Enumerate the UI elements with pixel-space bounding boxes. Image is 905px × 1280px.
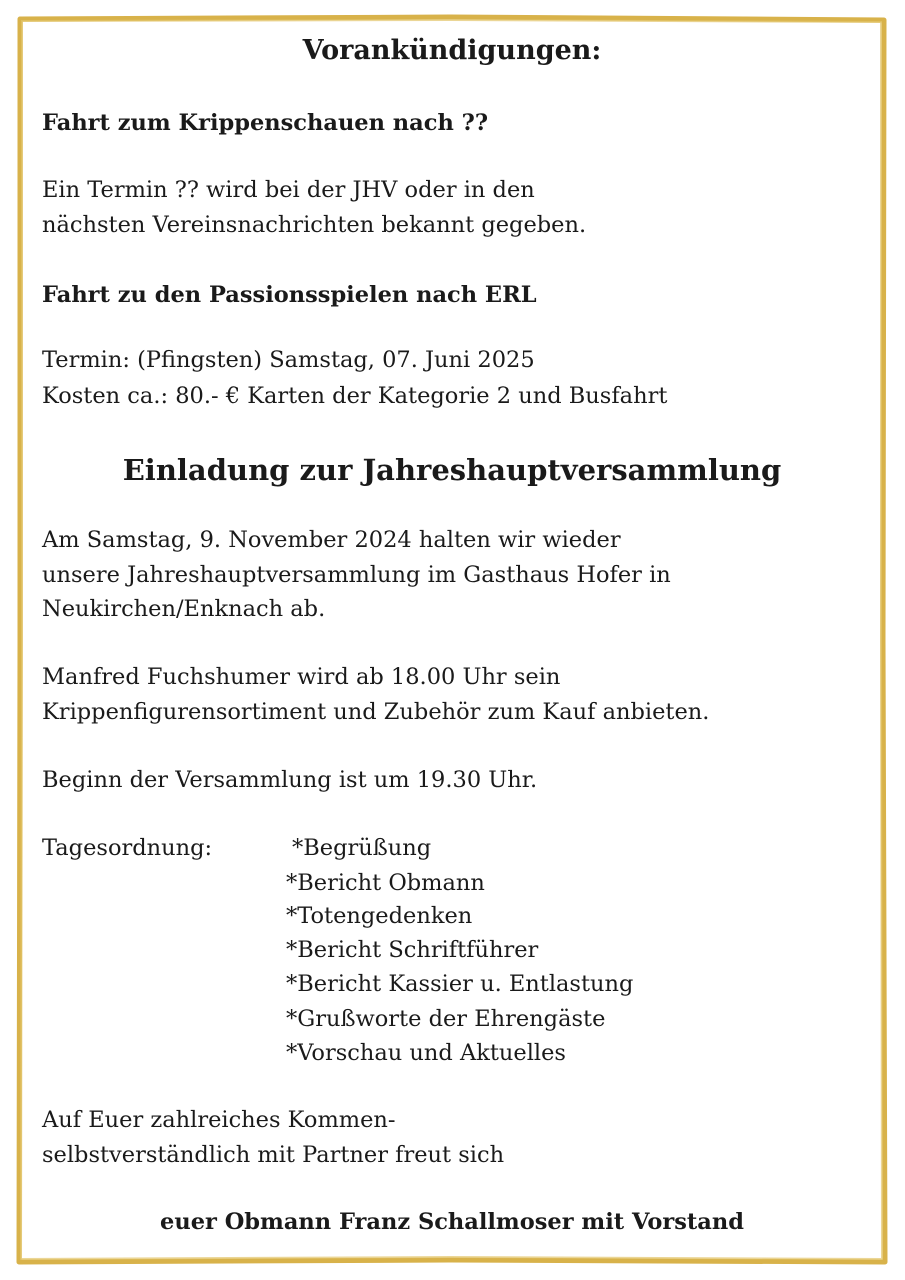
agenda-item: *Totengedenken bbox=[286, 903, 473, 929]
invitation-para1-line3: Neukirchen/Enknach ab. bbox=[42, 596, 326, 622]
invitation-para1-line2: unsere Jahreshauptversammlung im Gasthaus Hofer in bbox=[42, 562, 671, 588]
agenda-item: *Vorschau und Aktuelles bbox=[286, 1040, 566, 1066]
trip2-date: Termin: (Pfingsten) Samstag, 07. Juni 2025 bbox=[42, 347, 535, 373]
invitation-para2-line1: Manfred Fuchshumer wird ab 18.00 Uhr sein bbox=[42, 664, 561, 690]
closing-line2: selbstverständlich mit Partner freut sich bbox=[42, 1142, 505, 1168]
invitation-para1-line1: Am Samstag, 9. November 2024 halten wir wieder bbox=[42, 527, 621, 553]
trip1-title: Fahrt zum Krippenschauen nach ?? bbox=[42, 110, 489, 136]
trip1-text-line1: Ein Termin ?? wird bei der JHV oder in den bbox=[42, 177, 535, 203]
agenda-item: *Grußworte der Ehrengäste bbox=[286, 1006, 606, 1032]
trip2-title: Fahrt zu den Passionsspielen nach ERL bbox=[42, 282, 537, 308]
agenda-label: Tagesordnung: bbox=[42, 835, 213, 861]
agenda-item: *Bericht Obmann bbox=[286, 870, 485, 896]
closing-line1: Auf Euer zahlreiches Kommen- bbox=[42, 1107, 396, 1133]
agenda-item: *Begrüßung bbox=[292, 835, 432, 861]
announcements-heading: Vorankündigungen: bbox=[302, 35, 602, 66]
trip2-cost: Kosten ca.: 80.- € Karten der Kategorie 2 und Busfahrt bbox=[42, 383, 668, 409]
meeting-start-time: Beginn der Versammlung ist um 19.30 Uhr. bbox=[42, 767, 538, 793]
agenda-item: *Bericht Kassier u. Entlastung bbox=[286, 971, 634, 997]
agenda-item: *Bericht Schriftführer bbox=[286, 937, 539, 963]
signature: euer Obmann Franz Schallmoser mit Vorstand bbox=[160, 1209, 744, 1235]
trip1-text-line2: nächsten Vereinsnachrichten bekannt gegeben. bbox=[42, 212, 587, 238]
invitation-para2-line2: Krippenfigurensortiment und Zubehör zum Kauf anbieten. bbox=[42, 699, 710, 725]
invitation-heading: Einladung zur Jahreshauptversammlung bbox=[122, 453, 782, 487]
